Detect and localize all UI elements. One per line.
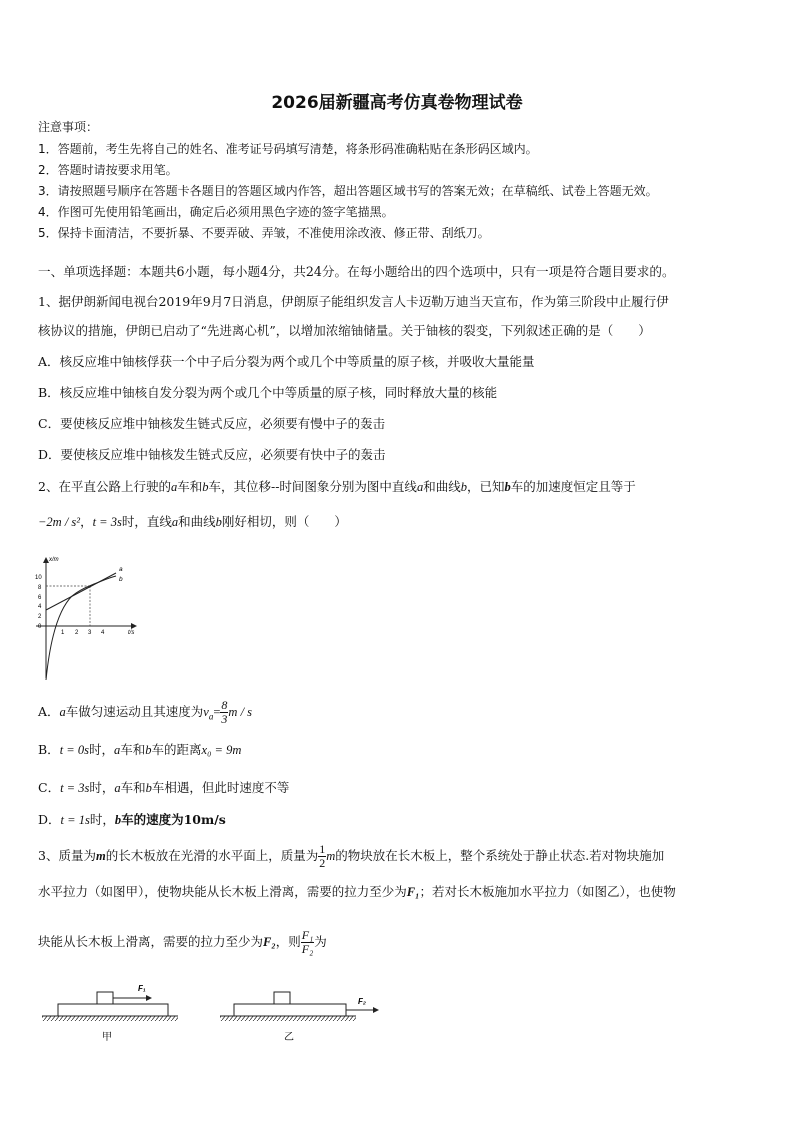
figure-caption: 甲: [102, 1032, 112, 1043]
q2-var-a: a: [416, 480, 424, 494]
fraction-numerator: F₁: [301, 928, 314, 942]
fraction: [318, 843, 326, 870]
q2-var-a: a: [171, 515, 179, 529]
y-tick-label: 10: [35, 575, 42, 581]
long-board: [58, 1004, 168, 1016]
q2-text: 时，: [88, 742, 114, 757]
q2-var-b: b: [215, 515, 222, 529]
notice-item: 5．保持卡面清洁，不要折暴、不要弄破、弄皱，不准使用涂改液、修正带、刮纸刀。: [38, 226, 490, 240]
fraction-denominator: 2: [319, 856, 326, 870]
fraction-numerator: 1: [319, 842, 326, 856]
curve-b-label: b: [119, 576, 123, 583]
q2-var-b: b: [504, 480, 511, 494]
q1-stem-line1: 1、据伊朗新闻电视台2019年9月7日消息，伊朗原子能组织发言人卡迈勒万迪当天宣布，作为第三阶段中止履行伊: [38, 294, 669, 309]
q2-time: t = 0s: [59, 743, 89, 757]
q2-text: ，已知: [466, 479, 505, 494]
x-axis-label: t/s: [128, 630, 135, 636]
q2-var-b: b: [145, 743, 152, 757]
q3-text: 水平拉力（如图甲），使物块能从长木板上滑离，需要的拉力至少为: [38, 884, 407, 899]
mass-symbol: m: [95, 849, 106, 863]
q2-var-a: a: [59, 705, 66, 719]
notice-item: 3．请按照题号顺序在答题卡各题目的答题区域内作答，超出答题区域书写的答案无效；在草稿纸、试卷上答题无效。: [38, 184, 658, 198]
block: [274, 992, 290, 1004]
q2-stem-line1: [38, 479, 636, 495]
q2-option-c: [38, 780, 289, 796]
y-tick-label: 6: [38, 595, 42, 601]
y-tick-label: 8: [38, 585, 42, 591]
fraction-denominator: F₂: [301, 942, 314, 956]
x-tick-label: 4: [101, 630, 105, 636]
q3-text: ；若对长木板施加水平拉力（如图乙），也使物: [419, 884, 676, 899]
force-f2: F₂: [263, 935, 276, 949]
q2-time: t = 3s: [60, 781, 90, 795]
velocity-unit: m / s: [228, 705, 253, 719]
fraction-numerator: 8: [221, 698, 228, 712]
q2-option-a: [38, 698, 252, 731]
distance-formula: x₀ = 9m: [201, 743, 242, 757]
q2-time: t = 3s: [92, 515, 122, 529]
q2-var-b: b: [114, 813, 122, 827]
fraction: [301, 929, 315, 956]
y-tick-label: 0: [38, 624, 42, 630]
q3-text: 的物块放在长木板上，整个系统处于静止状态.若对物块施加: [335, 848, 665, 863]
q1-option-a: A．核反应堆中铀核俘获一个中子后分裂为两个或几个中等质量的原子核，并吸收大量能量: [38, 354, 535, 369]
block: [97, 992, 113, 1004]
q2-var-b: b: [460, 480, 467, 494]
q2-text: 时，直线: [121, 514, 172, 529]
section-heading: 一、单项选择题：本题共6小题，每小题4分，共24分。在每小题给出的四个选项中，只有一项是符合题目要求的。: [38, 264, 675, 279]
q3-text: 的长木板放在光滑的水平面上，质量为: [105, 848, 319, 863]
q1-option-b: B．核反应堆中铀核自发分裂为两个或几个中等质量的原子核，同时释放大量的核能: [38, 385, 498, 400]
q2-var-a: a: [113, 743, 121, 757]
force-label: F₂: [358, 997, 366, 1006]
q2-text: 和曲线: [178, 514, 216, 529]
q3-text: ，则: [275, 934, 301, 949]
q2-text: 车和: [120, 742, 146, 757]
q2-var-a: a: [114, 781, 121, 795]
q2-text: 车的加速度恒定且等于: [510, 479, 636, 494]
option-letter: C．: [38, 780, 61, 795]
ground-hatch: [220, 1016, 356, 1021]
q1-stem-line2: 核协议的措施，伊朗已启动了“先进离心机”，以增加浓缩铀储量。关于铀核的裂变，下列叙述正确的是（ ）: [38, 323, 651, 338]
q2-var-a: a: [170, 480, 178, 494]
q3-stem-line2: [38, 884, 676, 900]
q1-option-c: C．要使核反应堆中铀核发生链式反应，必须要有慢中子的轰击: [38, 416, 386, 431]
notice-item: 4．作图可先使用铅笔画出，确定后必须用黑色字迹的签字笔描黑。: [38, 205, 394, 219]
q2-option-b: [38, 742, 241, 758]
x-tick-label: 1: [61, 630, 65, 636]
velocity-subscript: a: [208, 711, 214, 722]
q2-var-b: b: [145, 781, 152, 795]
q3-text: 为: [314, 934, 327, 949]
q2-acceleration: −2m / s²: [38, 515, 81, 529]
q2-text: 和曲线: [423, 479, 461, 494]
figure-yi: [218, 980, 383, 1046]
option-letter: D．: [38, 812, 61, 827]
velocity-symbol: v: [203, 705, 209, 719]
q2-text: 车和: [120, 780, 146, 795]
q2-text: 车，其位移--时间图象分别为图中直线: [208, 479, 417, 494]
q2-var-b: b: [202, 480, 209, 494]
x-tick-label: 3: [88, 630, 92, 636]
q3-stem-line1: [38, 842, 664, 870]
notice-item: 1．答题前，考生先将自己的姓名、准考证号码填写清楚，将条形码准确粘贴在条形码区域内。: [38, 142, 538, 156]
q2-text: 车的速度为10m/s: [121, 812, 226, 827]
y-tick-label: 4: [38, 604, 42, 610]
notice-heading: 注意事项：: [38, 120, 99, 134]
equals-sign: =: [213, 705, 221, 719]
y-tick-label: 2: [38, 614, 42, 620]
q2-text: 车相遇，但此时速度不等: [151, 780, 290, 795]
q2-text: 刚好相切，则（ ）: [221, 514, 347, 529]
force-label: F₁: [138, 984, 146, 993]
fraction-denominator: 3: [221, 712, 228, 726]
option-letter: A．: [38, 704, 60, 719]
curve-a-label: a: [119, 566, 123, 573]
figure-caption: 乙: [284, 1032, 294, 1043]
mass-symbol: m: [326, 849, 336, 863]
ground-hatch: [42, 1016, 178, 1021]
q3-text: 块能从长木板上滑离，需要的拉力至少为: [38, 934, 264, 949]
long-board: [234, 1004, 346, 1016]
line-a: [46, 573, 116, 610]
q3-text: 3、质量为: [38, 848, 96, 863]
notice-item: 2．答题时请按要求用笔。: [38, 163, 178, 177]
option-letter: B．: [38, 742, 60, 757]
xt-graph: [32, 550, 142, 682]
q2-stem-line2: −2m / s²，t = 3s时，直线a和曲线b刚好相切，则（ ）: [38, 514, 347, 529]
q2-text: 2、在平直公路上行驶的: [38, 479, 171, 494]
q2-time: t = 1s: [60, 813, 90, 827]
q2-text: 车做匀速运动且其速度为: [65, 704, 204, 719]
q1-option-d: D．要使核反应堆中铀核发生链式反应，必须要有快中子的轰击: [38, 447, 386, 462]
q2-text: 时，: [89, 780, 115, 795]
q2-text: 时，: [89, 812, 115, 827]
y-axis-label: x/m: [49, 557, 59, 563]
page-title: 2026届新疆高考仿真卷物理试卷: [271, 93, 523, 113]
q2-text: 车和: [177, 479, 203, 494]
q2-option-d: [38, 812, 226, 828]
x-tick-label: 2: [75, 630, 79, 636]
figure-jia: [40, 980, 180, 1046]
force-f1: F₁: [406, 885, 420, 899]
q3-stem-line3: [38, 926, 327, 958]
q2-text: 车的距离: [151, 742, 202, 757]
